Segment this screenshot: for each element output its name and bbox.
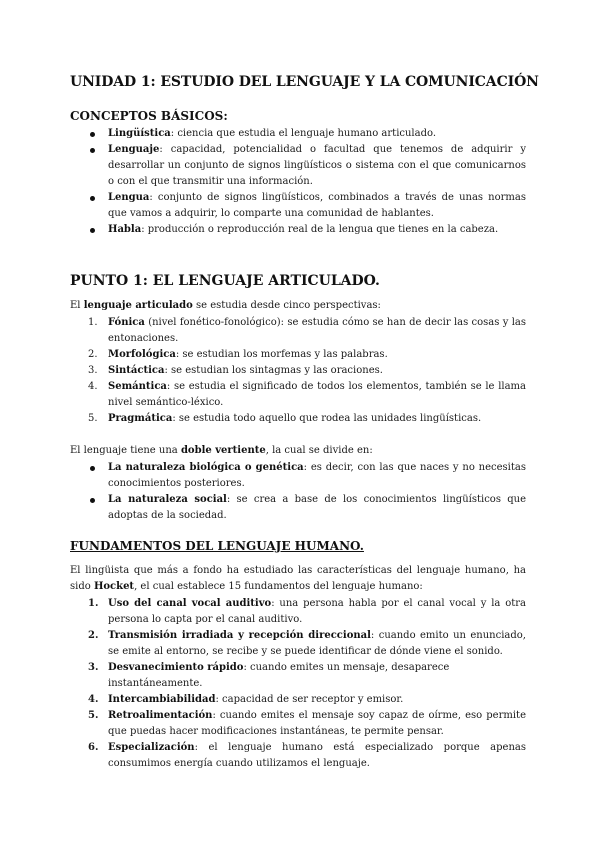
list-item bbox=[70, 692, 526, 708]
list-item bbox=[70, 460, 526, 492]
intro-text: , el cual establece 15 fundamentos del lenguaje humano: bbox=[134, 581, 423, 592]
fundamentos-intro bbox=[70, 563, 526, 595]
perspectivas-list bbox=[70, 315, 526, 427]
document-title: UNIDAD 1: ESTUDIO DEL LENGUAJE Y LA COMUNICACIÓN bbox=[70, 74, 539, 90]
list-item bbox=[70, 142, 526, 190]
punto1-intro bbox=[70, 298, 526, 314]
item-number: 2. bbox=[88, 630, 99, 641]
term: Morfológica bbox=[108, 349, 176, 360]
term: Pragmática bbox=[108, 413, 173, 424]
list-item bbox=[70, 492, 526, 524]
definition: : cuando emites el mensaje soy capaz de oírme, eso permite que puedas hacer modificaciones instantáneas, te permite pensar. bbox=[108, 710, 526, 737]
intro-text: El lenguaje tiene una bbox=[70, 445, 181, 456]
list-item bbox=[70, 740, 526, 772]
vertiente-list bbox=[70, 460, 526, 524]
definition: : se estudia el significado de todos los elementos, también se le llama nivel semántico-léxico. bbox=[108, 381, 526, 408]
item-number: 4. bbox=[88, 694, 99, 705]
intro-bold: lenguaje articulado bbox=[83, 300, 193, 311]
list-item bbox=[70, 628, 526, 660]
definition: : es decir, con las que naces y no necesitas conocimientos posteriores. bbox=[108, 462, 526, 489]
definition: : el lenguaje humano está especializado porque apenas consumimos energía cuando utilizamos el lenguaje. bbox=[108, 742, 526, 769]
list-item bbox=[70, 411, 526, 427]
definition: : cuando emites un mensaje, desaparece instantáneamente. bbox=[108, 662, 450, 689]
fundamentos-list bbox=[70, 596, 526, 772]
definition: : ciencia que estudia el lenguaje humano articulado. bbox=[170, 128, 437, 139]
conceptos-heading: CONCEPTOS BÁSICOS: bbox=[70, 109, 228, 123]
term: Uso del canal vocal auditivo bbox=[108, 598, 272, 609]
definition: : se crea a base de los conocimientos lingüísticos que adoptas de la sociedad. bbox=[108, 494, 526, 521]
item-number: 6. bbox=[88, 742, 99, 753]
conceptos-list bbox=[70, 126, 526, 238]
fundamentos-title: FUNDAMENTOS DEL LENGUAJE HUMANO. bbox=[70, 539, 364, 553]
term: Retroalimentación bbox=[108, 710, 213, 721]
vertiente-intro bbox=[70, 443, 526, 459]
item-number: 1. bbox=[88, 598, 99, 609]
term: Semántica bbox=[108, 381, 167, 392]
definition: (nivel fonético-fonológico): se estudia cómo se han de decir las cosas y las entonaciones. bbox=[108, 317, 526, 344]
term: Transmisión irradiada y recepción direccional bbox=[108, 630, 371, 641]
definition: : se estudian los morfemas y las palabras. bbox=[175, 349, 388, 360]
definition: : conjunto de signos lingüísticos, combinados a través de unas normas que vamos a adquirir, lo comparte una comunidad de hablantes. bbox=[108, 192, 526, 219]
definition: : se estudian los sintagmas y las oraciones. bbox=[164, 365, 383, 376]
term: Lingüística bbox=[108, 128, 171, 139]
term: Sintáctica bbox=[108, 365, 165, 376]
item-number: 3. bbox=[88, 662, 99, 673]
list-item bbox=[70, 222, 526, 238]
intro-text: , la cual se divide en: bbox=[265, 445, 373, 456]
term: Lengua bbox=[108, 192, 150, 203]
intro-text: El lingüista que más a fondo ha estudiado las características del lenguaje humano, ha sido bbox=[70, 565, 526, 592]
definition: : capacidad de ser receptor y emisor. bbox=[215, 694, 404, 705]
list-item bbox=[70, 315, 526, 347]
item-number: 5. bbox=[88, 413, 98, 424]
intro-text: se estudia desde cinco perspectivas: bbox=[192, 300, 381, 311]
term: Fónica bbox=[108, 317, 145, 328]
term: Intercambiabilidad bbox=[108, 694, 216, 705]
term: La naturaleza biológica o genética bbox=[108, 462, 304, 473]
list-item bbox=[70, 363, 526, 379]
punto1-title: PUNTO 1: EL LENGUAJE ARTICULADO. bbox=[70, 273, 380, 289]
term: Lenguaje bbox=[108, 144, 160, 155]
intro-text: El bbox=[70, 300, 84, 311]
term: La naturaleza social bbox=[108, 494, 227, 505]
list-item bbox=[70, 190, 526, 222]
list-item bbox=[70, 126, 526, 142]
list-item bbox=[70, 660, 526, 692]
item-number: 3. bbox=[88, 365, 98, 376]
definition: : capacidad, potencialidad o facultad que tenemos de adquirir y desarrollar un conjunto de signos lingüísticos o sistema con el que comunicarnos o con el que transmitir una información. bbox=[108, 144, 526, 187]
item-number: 5. bbox=[88, 710, 99, 721]
item-number: 2. bbox=[88, 349, 98, 360]
term: Desvanecimiento rápido bbox=[108, 662, 244, 673]
definition: : cuando emito un enunciado, se emite al entorno, se recibe y se puede identificar de dónde viene el sonido. bbox=[108, 630, 526, 657]
list-item bbox=[70, 596, 526, 628]
definition: : producción o reproducción real de la lengua que tienes en la cabeza. bbox=[141, 224, 499, 235]
term: Habla bbox=[108, 224, 142, 235]
intro-bold: Hocket bbox=[93, 581, 135, 592]
item-number: 1. bbox=[88, 317, 98, 328]
definition: : se estudia todo aquello que rodea las unidades lingüísticas. bbox=[172, 413, 482, 424]
intro-bold: doble vertiente bbox=[180, 445, 266, 456]
list-item bbox=[70, 708, 526, 740]
definition: : una persona habla por el canal vocal y la otra persona lo capta por el canal auditivo. bbox=[108, 598, 526, 625]
list-item bbox=[70, 347, 526, 363]
item-number: 4. bbox=[88, 381, 98, 392]
term: Especialización bbox=[108, 742, 195, 753]
list-item bbox=[70, 379, 526, 411]
